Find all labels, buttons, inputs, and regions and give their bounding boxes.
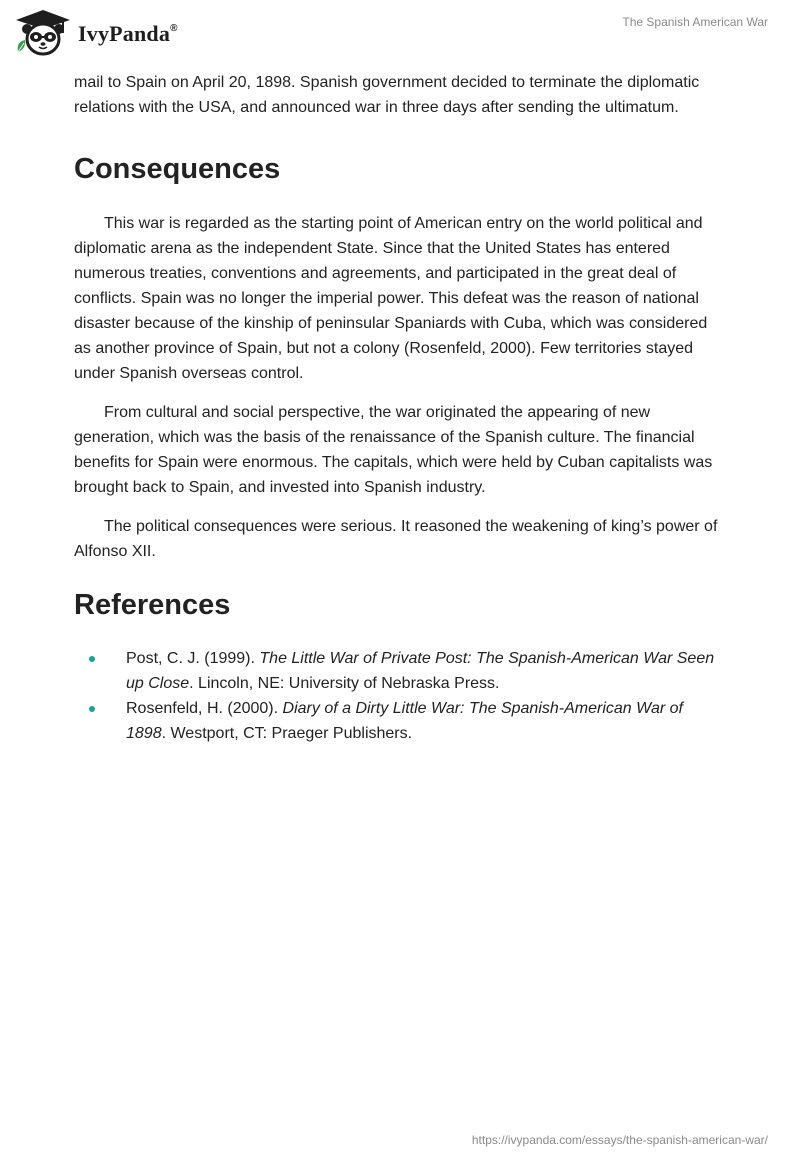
reference-title: Diary of a Dirty Little War: The Spanish-American War of 1898: [126, 700, 683, 742]
panda-graduate-icon: [12, 8, 74, 58]
reference-item: [74, 646, 724, 696]
consequences-paragraph: From cultural and social perspective, the war originated the appearing of new generation, which was the basis of the renaissance of the Spanish culture. The financial benefits for Spain were enormous. The capitals, which were held by Cuban capitalists was brought back to Spain, and invested into Spanish industry.: [74, 404, 713, 496]
bullet-icon: [89, 706, 95, 712]
reference-publisher: . Lincoln, NE: University of Nebraska Press.: [189, 675, 500, 692]
logo-wordmark: IvyPanda®: [78, 21, 178, 46]
consequences-paragraph: This war is regarded as the starting point of American entry on the world political and diplomatic arena as the independent State. Since that the United States has entered numerous treaties, conventions and agreements, and participated in the great deal of conflicts. Spain was no longer the imperial power. This defeat was the reason of national disaster because of the kinship of peninsular Spaniards with Cuba, which was considered as another province of Spain, but not a colony (Rosenfeld, 2000). Few territories stayed under Spanish overseas control.: [74, 215, 708, 382]
consequences-paragraph: The political consequences were serious. It reasoned the weakening of king’s power of Alfonso XII.: [74, 518, 718, 560]
references-list: [74, 646, 724, 746]
reference-title: The Little War of Private Post: The Spanish-American War Seen up Close: [126, 650, 715, 692]
reference-authors: Rosenfeld, H. (2000).: [126, 700, 283, 717]
ivypanda-logo[interactable]: [12, 8, 178, 58]
source-url-link[interactable]: https://ivypanda.com/essays/the-spanish-american-war/: [471, 1133, 768, 1147]
page-header: [0, 0, 800, 60]
document-title: The Spanish American War: [622, 15, 768, 29]
registered-mark: ®: [170, 22, 178, 34]
bullet-icon: [89, 656, 95, 662]
essay-content: [74, 70, 724, 746]
reference-item: [74, 696, 724, 746]
reference-authors: Post, C. J. (1999).: [126, 650, 260, 667]
references-heading: References: [74, 589, 231, 621]
consequences-heading: Consequences: [74, 153, 281, 185]
intro-paragraph: mail to Spain on April 20, 1898. Spanish government decided to terminate the diplomatic relations with the USA, and announced war in three days after sending the ultimatum.: [74, 74, 700, 116]
reference-publisher: . Westport, CT: Praeger Publishers.: [161, 725, 413, 742]
